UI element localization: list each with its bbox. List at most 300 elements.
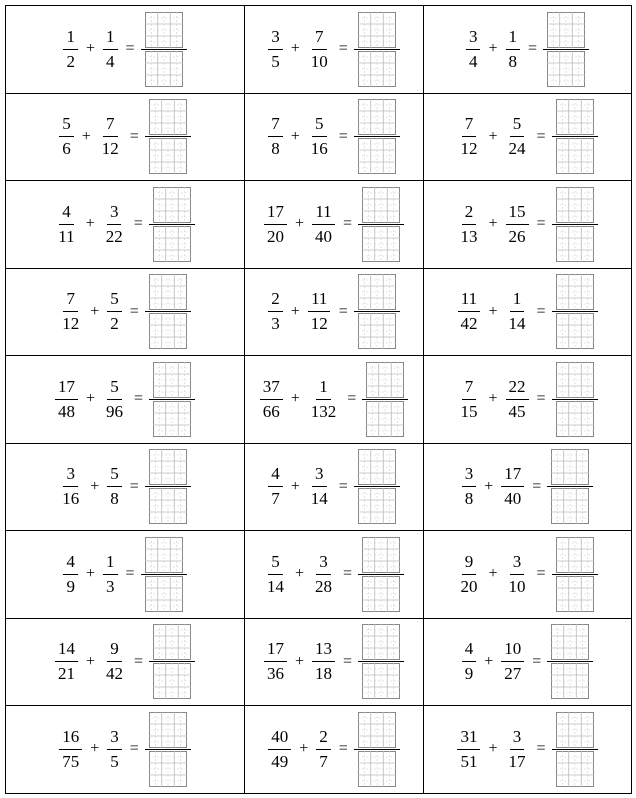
answer-box[interactable] — [556, 138, 594, 174]
answer-box[interactable] — [556, 576, 594, 612]
problem-cell — [424, 531, 632, 619]
answer-fraction — [358, 537, 404, 612]
denominator: 12 — [101, 139, 119, 159]
answer-box[interactable] — [358, 751, 396, 787]
plus-sign: + — [85, 390, 95, 408]
addition-problem — [457, 537, 597, 612]
denominator: 3 — [106, 576, 115, 596]
denominator: 17 — [508, 751, 526, 771]
equals-sign: = — [338, 127, 348, 145]
addition-problem — [457, 187, 597, 262]
fraction-2 — [312, 640, 335, 683]
answer-box[interactable] — [358, 488, 396, 524]
answer-fraction — [552, 712, 598, 787]
numerator: 7 — [268, 115, 283, 137]
answer-fraction — [354, 274, 400, 349]
plus-sign: + — [294, 215, 304, 233]
addition-problem — [63, 12, 186, 87]
denominator: 7 — [319, 751, 328, 771]
equals-sign: = — [536, 740, 546, 758]
plus-sign: + — [290, 127, 300, 145]
equals-sign: = — [532, 652, 542, 670]
answer-box[interactable] — [366, 401, 404, 437]
numerator: 11 — [308, 290, 330, 312]
answer-box[interactable] — [149, 274, 187, 310]
equals-sign: = — [338, 477, 348, 495]
plus-sign: + — [294, 652, 304, 670]
answer-box[interactable] — [149, 449, 187, 485]
denominator: 16 — [62, 489, 80, 509]
denominator: 22 — [105, 226, 123, 246]
equals-sign: = — [338, 40, 348, 58]
answer-box[interactable] — [362, 576, 400, 612]
numerator: 4 — [268, 465, 283, 487]
addition-problem — [457, 362, 597, 437]
problem-cell — [424, 618, 632, 706]
numerator: 9 — [107, 640, 122, 662]
answer-box[interactable] — [556, 187, 594, 223]
plus-sign: + — [299, 740, 309, 758]
fraction-bar — [145, 486, 191, 487]
problem-cell — [6, 531, 245, 619]
numerator: 5 — [510, 115, 525, 137]
fraction-bar — [149, 399, 195, 400]
answer-fraction — [354, 449, 400, 524]
plus-sign: + — [90, 477, 100, 495]
answer-fraction — [354, 99, 400, 174]
fraction-2 — [103, 378, 126, 421]
addition-problem — [466, 12, 589, 87]
plus-sign: + — [488, 565, 498, 583]
denominator: 49 — [271, 751, 289, 771]
numerator: 3 — [107, 203, 122, 225]
answer-box[interactable] — [556, 226, 594, 262]
problem-row — [6, 93, 632, 181]
fraction-1 — [457, 553, 480, 596]
numerator: 5 — [107, 290, 122, 312]
denominator: 2 — [66, 51, 75, 71]
numerator: 4 — [462, 640, 477, 662]
plus-sign: + — [488, 302, 498, 320]
numerator: 3 — [312, 465, 327, 487]
fraction-bar — [145, 749, 191, 750]
denominator: 42 — [106, 664, 123, 684]
numerator: 7 — [312, 28, 327, 50]
answer-box[interactable] — [551, 488, 589, 524]
problem-row — [6, 6, 632, 94]
fraction-bar — [141, 49, 187, 50]
addition-problem — [462, 624, 594, 699]
fraction-1 — [59, 728, 82, 771]
answer-box[interactable] — [153, 624, 191, 660]
fraction-1 — [462, 640, 477, 683]
denominator: 20 — [266, 226, 284, 246]
denominator: 24 — [508, 139, 526, 159]
answer-box[interactable] — [362, 624, 400, 660]
plus-sign: + — [81, 127, 91, 145]
fraction-bar — [552, 574, 598, 575]
denominator: 14 — [508, 314, 526, 334]
answer-fraction — [552, 362, 598, 437]
denominator: 66 — [262, 401, 280, 421]
answer-fraction — [141, 12, 187, 87]
fraction-2 — [107, 290, 122, 333]
answer-box[interactable] — [149, 313, 187, 349]
equals-sign: = — [343, 652, 353, 670]
addition-problem — [59, 99, 191, 174]
numerator: 14 — [55, 640, 78, 662]
fraction-1 — [457, 115, 480, 158]
numerator: 4 — [59, 203, 74, 225]
answer-box[interactable] — [556, 313, 594, 349]
fraction-1 — [268, 115, 283, 158]
problem-row — [6, 443, 632, 531]
denominator: 2 — [110, 314, 119, 334]
equals-sign: = — [129, 740, 139, 758]
answer-box[interactable] — [358, 12, 396, 48]
fraction-bar — [354, 311, 400, 312]
answer-box[interactable] — [153, 226, 191, 262]
answer-box[interactable] — [547, 51, 585, 87]
fraction-2 — [501, 465, 524, 508]
fraction-1 — [264, 553, 287, 596]
answer-box[interactable] — [358, 449, 396, 485]
numerator: 3 — [268, 28, 283, 50]
answer-box[interactable] — [556, 99, 594, 135]
fraction-2 — [308, 290, 331, 333]
fraction-1 — [457, 203, 480, 246]
fraction-1 — [268, 28, 283, 71]
problem-cell — [6, 181, 245, 269]
denominator: 51 — [460, 751, 478, 771]
answer-fraction — [552, 187, 598, 262]
answer-box[interactable] — [551, 449, 589, 485]
fraction-1 — [264, 203, 287, 246]
numerator: 15 — [506, 203, 529, 225]
answer-box[interactable] — [149, 751, 187, 787]
plus-sign: + — [85, 565, 95, 583]
fraction-2 — [506, 203, 529, 246]
answer-box[interactable] — [551, 663, 589, 699]
problem-cell — [245, 706, 424, 794]
fraction-1 — [264, 640, 287, 683]
fraction-bar — [547, 486, 593, 487]
fraction-2 — [312, 203, 335, 246]
problem-cell — [245, 93, 424, 181]
addition-problem — [457, 274, 597, 349]
answer-box[interactable] — [145, 12, 183, 48]
numerator: 5 — [107, 465, 122, 487]
answer-box[interactable] — [362, 187, 400, 223]
addition-problem — [462, 449, 594, 524]
denominator: 132 — [310, 401, 337, 421]
denominator: 96 — [106, 401, 123, 421]
answer-box[interactable] — [358, 99, 396, 135]
fraction-2 — [308, 115, 331, 158]
fraction-2 — [103, 640, 126, 683]
answer-fraction — [552, 274, 598, 349]
answer-box[interactable] — [153, 187, 191, 223]
answer-box[interactable] — [145, 51, 183, 87]
answer-box[interactable] — [149, 712, 187, 748]
denominator: 26 — [508, 226, 526, 246]
numerator: 40 — [268, 728, 291, 750]
worksheet-table — [5, 5, 632, 794]
denominator: 4 — [468, 51, 478, 71]
equals-sign: = — [536, 565, 546, 583]
denominator: 7 — [271, 489, 280, 509]
denominator: 8 — [508, 51, 517, 71]
answer-box[interactable] — [153, 663, 191, 699]
answer-box[interactable] — [358, 51, 396, 87]
fraction-1 — [260, 378, 283, 421]
answer-box[interactable] — [362, 663, 400, 699]
denominator: 12 — [460, 139, 478, 159]
equals-sign: = — [338, 740, 348, 758]
fraction-bar — [358, 574, 404, 575]
problem-cell — [6, 443, 245, 531]
answer-box[interactable] — [358, 313, 396, 349]
answer-box[interactable] — [358, 712, 396, 748]
fraction-2 — [506, 290, 529, 333]
numerator: 3 — [462, 465, 477, 487]
fraction-2 — [506, 728, 529, 771]
fraction-2 — [107, 465, 122, 508]
problem-cell — [424, 356, 632, 444]
denominator: 12 — [310, 314, 328, 334]
numerator: 1 — [316, 378, 331, 400]
answer-box[interactable] — [556, 751, 594, 787]
problem-row — [6, 706, 632, 794]
numerator: 17 — [55, 378, 78, 400]
fraction-2 — [506, 378, 529, 421]
addition-problem — [264, 187, 404, 262]
addition-problem — [268, 712, 400, 787]
answer-fraction — [543, 12, 589, 87]
fraction-bar — [552, 399, 598, 400]
answer-fraction — [145, 99, 191, 174]
denominator: 75 — [62, 751, 80, 771]
fraction-bar — [547, 661, 593, 662]
addition-problem — [457, 99, 597, 174]
numerator: 17 — [501, 465, 524, 487]
equals-sign: = — [125, 565, 135, 583]
equals-sign: = — [125, 40, 135, 58]
fraction-2 — [506, 28, 521, 71]
numerator: 16 — [59, 728, 82, 750]
numerator: 1 — [63, 28, 78, 50]
answer-box[interactable] — [358, 138, 396, 174]
problem-cell — [6, 706, 245, 794]
numerator: 3 — [63, 465, 78, 487]
addition-problem — [457, 712, 597, 787]
answer-box[interactable] — [358, 274, 396, 310]
denominator: 16 — [310, 139, 328, 159]
problem-cell — [424, 443, 632, 531]
answer-fraction — [547, 624, 593, 699]
plus-sign: + — [484, 652, 494, 670]
numerator: 2 — [316, 728, 331, 750]
answer-box[interactable] — [551, 624, 589, 660]
equals-sign: = — [133, 215, 143, 233]
equals-sign: = — [528, 40, 538, 58]
problem-cell — [6, 6, 245, 94]
problem-row — [6, 618, 632, 706]
problem-cell — [6, 618, 245, 706]
numerator: 1 — [510, 290, 525, 312]
denominator: 36 — [266, 664, 284, 684]
answer-box[interactable] — [149, 138, 187, 174]
answer-box[interactable] — [149, 99, 187, 135]
problem-cell — [6, 93, 245, 181]
plus-sign: + — [484, 477, 494, 495]
denominator: 27 — [504, 664, 522, 684]
numerator: 3 — [316, 553, 331, 575]
equals-sign: = — [347, 390, 357, 408]
fraction-bar — [358, 224, 404, 225]
fraction-bar — [354, 49, 400, 50]
problem-cell — [424, 268, 632, 356]
addition-problem — [260, 362, 409, 437]
fraction-bar — [141, 574, 187, 575]
fraction-bar — [354, 136, 400, 137]
equals-sign: = — [532, 477, 542, 495]
numerator: 31 — [457, 728, 480, 750]
addition-problem — [55, 187, 194, 262]
addition-problem — [55, 624, 195, 699]
plus-sign: + — [488, 390, 498, 408]
answer-fraction — [547, 449, 593, 524]
fraction-1 — [63, 28, 78, 71]
fraction-1 — [268, 728, 291, 771]
fraction-2 — [103, 28, 118, 71]
denominator: 10 — [508, 576, 526, 596]
plus-sign: + — [290, 40, 300, 58]
problem-cell — [6, 356, 245, 444]
problem-cell — [424, 181, 632, 269]
answer-box[interactable] — [153, 362, 191, 398]
equals-sign: = — [338, 302, 348, 320]
answer-fraction — [149, 362, 195, 437]
plus-sign: + — [488, 127, 498, 145]
numerator: 2 — [462, 203, 477, 225]
addition-problem — [268, 99, 400, 174]
problem-cell — [245, 268, 424, 356]
denominator: 40 — [315, 226, 332, 246]
plus-sign: + — [290, 477, 300, 495]
denominator: 11 — [58, 226, 75, 246]
fraction-2 — [99, 115, 122, 158]
answer-box[interactable] — [153, 401, 191, 437]
fraction-2 — [316, 728, 331, 771]
addition-problem — [268, 12, 400, 87]
answer-box[interactable] — [362, 537, 400, 573]
answer-box[interactable] — [556, 537, 594, 573]
fraction-1 — [466, 28, 481, 71]
problem-row — [6, 531, 632, 619]
problem-cell — [245, 618, 424, 706]
answer-box[interactable] — [547, 12, 585, 48]
denominator: 8 — [271, 139, 280, 159]
equals-sign: = — [129, 127, 139, 145]
numerator: 2 — [268, 290, 283, 312]
answer-box[interactable] — [556, 274, 594, 310]
problem-cell — [424, 93, 632, 181]
answer-box[interactable] — [145, 576, 183, 612]
fraction-2 — [103, 553, 118, 596]
fraction-bar — [145, 136, 191, 137]
answer-box[interactable] — [556, 712, 594, 748]
numerator: 3 — [510, 728, 525, 750]
numerator: 7 — [103, 115, 118, 137]
fraction-2 — [103, 203, 126, 246]
answer-box[interactable] — [556, 362, 594, 398]
answer-fraction — [141, 537, 187, 612]
numerator: 4 — [63, 553, 78, 575]
answer-box[interactable] — [149, 488, 187, 524]
denominator: 45 — [508, 401, 526, 421]
answer-fraction — [149, 187, 195, 262]
equals-sign: = — [134, 390, 144, 408]
denominator: 13 — [460, 226, 478, 246]
denominator: 20 — [460, 576, 478, 596]
answer-fraction — [149, 624, 195, 699]
answer-box[interactable] — [362, 226, 400, 262]
fraction-bar — [552, 136, 598, 137]
problem-cell — [245, 181, 424, 269]
denominator: 40 — [504, 489, 522, 509]
answer-fraction — [145, 712, 191, 787]
denominator: 14 — [266, 576, 284, 596]
numerator: 7 — [462, 378, 477, 400]
answer-fraction — [552, 99, 598, 174]
plus-sign: + — [488, 740, 498, 758]
addition-problem — [264, 624, 404, 699]
numerator: 1 — [103, 28, 118, 50]
addition-problem — [63, 537, 186, 612]
answer-fraction — [358, 624, 404, 699]
plus-sign: + — [488, 215, 498, 233]
answer-fraction — [145, 274, 191, 349]
answer-box[interactable] — [556, 401, 594, 437]
fraction-bar — [354, 486, 400, 487]
answer-fraction — [354, 712, 400, 787]
answer-box[interactable] — [366, 362, 404, 398]
fraction-1 — [457, 378, 480, 421]
addition-problem — [268, 274, 400, 349]
fraction-2 — [501, 640, 524, 683]
addition-problem — [59, 449, 191, 524]
denominator: 10 — [310, 51, 328, 71]
denominator: 14 — [310, 489, 328, 509]
denominator: 21 — [57, 664, 75, 684]
numerator: 3 — [510, 553, 525, 575]
equals-sign: = — [134, 652, 144, 670]
fraction-2 — [308, 378, 340, 421]
problem-cell — [424, 6, 632, 94]
fraction-bar — [362, 399, 408, 400]
fraction-1 — [59, 115, 74, 158]
fraction-bar — [543, 49, 589, 50]
equals-sign: = — [536, 215, 546, 233]
fraction-1 — [457, 290, 480, 333]
problem-cell — [245, 531, 424, 619]
fraction-1 — [55, 203, 77, 246]
answer-box[interactable] — [145, 537, 183, 573]
numerator: 3 — [466, 28, 481, 50]
plus-sign: + — [290, 390, 300, 408]
equals-sign: = — [536, 390, 546, 408]
